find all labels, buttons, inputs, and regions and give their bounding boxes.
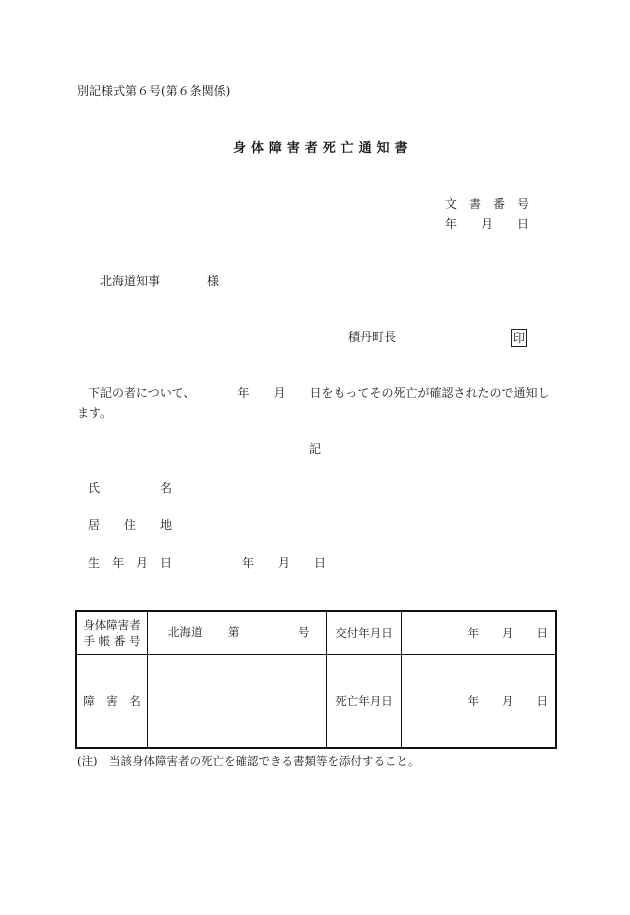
footnote: (注) 当該身体障害者の死亡を確認できる書類等を添付すること。 <box>77 754 420 768</box>
addressee-honorific: 様 <box>207 274 220 288</box>
seal-mark: 印 <box>513 331 526 345</box>
notebook-dai: 第 <box>228 625 240 639</box>
name-label: 氏 名 <box>88 481 173 495</box>
notebook-go: 号 <box>298 625 310 639</box>
birth-value: 年 月 日 <box>242 556 327 570</box>
disability-name-value <box>148 654 327 748</box>
death-date-label: 死亡年月日 <box>327 654 402 748</box>
sender: 積丹町長 <box>348 330 397 344</box>
body-line-1: 下記の者について、 年 月 日をもってその死亡が確認されたので通知し <box>88 386 550 400</box>
doc-date-label: 年 月 日 <box>445 217 530 231</box>
notebook-pref: 北海道 <box>168 625 203 639</box>
ki-heading: 記 <box>309 442 322 456</box>
birth-label: 生 年 月 日 <box>88 556 173 570</box>
issue-date-value: 年 月 日 <box>402 611 557 654</box>
residence-label: 居 住 地 <box>88 518 173 532</box>
notebook-number-label-line1: 身体障害者 <box>83 617 141 632</box>
document-title: 身体障害者死亡通知書 <box>233 141 413 156</box>
form-label: 別記様式第６号(第６条関係) <box>77 84 231 98</box>
notebook-number-value-cell <box>148 611 327 654</box>
notebook-number-label-line2: 手 帳 番 号 <box>83 633 141 648</box>
notebook-number-label-cell <box>76 611 148 654</box>
issue-date-label: 交付年月日 <box>327 611 402 654</box>
body-line-2: ます。 <box>77 406 113 420</box>
notebook-table <box>75 610 557 749</box>
doc-number-label: 文 書 番 号 <box>445 197 530 211</box>
disability-name-label: 障 害 名 <box>76 654 148 748</box>
addressee: 北海道知事 <box>100 274 161 288</box>
death-date-value: 年 月 日 <box>402 654 557 748</box>
